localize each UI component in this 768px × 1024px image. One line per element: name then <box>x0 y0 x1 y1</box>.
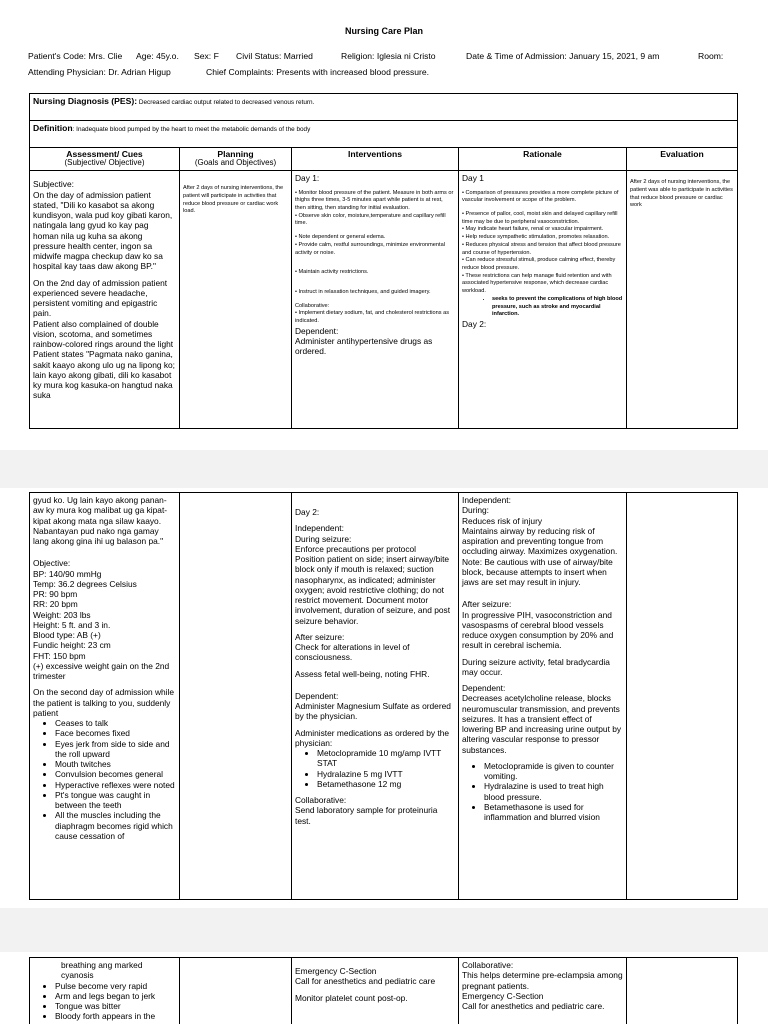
nursing-diagnosis <box>30 94 738 121</box>
page-3 <box>0 952 768 1024</box>
definition-label: Definition <box>33 123 73 133</box>
civil-status: Civil Status: Married <box>236 51 313 61</box>
care-plan-row <box>30 958 738 1024</box>
care-plan-table-continued <box>29 957 738 1024</box>
interventions-cell: Emergency C-Section Call for anesthetics and pediatric care Monitor platelet count post-op. <box>292 958 459 1024</box>
column-header-row <box>30 148 738 171</box>
evaluation-cell <box>627 958 738 1024</box>
care-plan-table <box>29 93 738 429</box>
care-plan-row <box>30 493 738 900</box>
chief-complaints: Chief Complaints: Presents with increased blood pressure. <box>206 67 430 77</box>
assessment-header: Assessment/ Cues (Subjective/ Objective) <box>30 148 180 171</box>
page-1 <box>0 0 768 450</box>
patient-code: Patient's Code: Mrs. Clie <box>28 51 123 61</box>
attending-physician: Attending Physician: Dr. Adrian Higup <box>28 67 171 77</box>
definition-text: : Inadequate blood pumped by the heart to meet the metabolic demands of the body <box>72 126 311 133</box>
patient-sex: Sex: F <box>194 51 219 61</box>
page-2 <box>0 488 768 908</box>
definition <box>30 121 738 148</box>
planning-cell <box>180 958 292 1024</box>
religion: Religion: Iglesia ni Cristo <box>341 51 436 61</box>
rationale-header: Rationale <box>459 148 627 171</box>
patient-age: Age: 45y.o. <box>136 51 179 61</box>
interventions-header: Interventions <box>292 148 459 171</box>
interventions-cell: Day 2: Independent: During seizure: Enforce precautions per protocol Position patient on side; insert airway/bite block only if mouth is relaxed; suction nasopharynx, as indicated; administer oxygen; avoid restrictive clothing; do not restrict movement. Document motor involvement, duration of seizure, and post seizure behavior. After seizure: Check for alterations in level of consciousness. Assess fetal well-being, noting FHR. Dependent: Administer Magnesium Sulfate as ordered by the physician. Administer medications as ordered by the physician: • Metoclopramide 10 mg/amp IVTT STAT • Hydralazine 5 mg IVTT • Betamethasone 12 mg Collaborative: Send laboratory sample for proteinuria test. <box>292 493 459 900</box>
rationale-cell: Independent: During: Reduces risk of injury Maintains airway by reducing risk of aspiration and preventing tongue from occluding airway. Maximizes oxygenation. Note: Be cautious with use of airway/bite block, because attempts to insert when jaws are set may result in injury. After seizure: In progressive PIH, vasoconstriction and vasospasms of cerebral blood vessels reduce oxygen consumption by 20% and result in cerebral ischemia. During seizure activity, fetal bradycardia may occur. Dependent: Decreases acetylcholine release, blocks neuromuscular transmission, and prevents seizures. It has a transient effect of lowering BP and increasing urine output by altering vascular response to pressor substances. • Metoclopramide is given to counter vomiting. • Hydralazine is used to treat high blood pressure. • Betamethasone is used for inflammation and blurred vision <box>459 493 627 900</box>
room-label: Room: <box>698 51 724 61</box>
care-plan-table-continued <box>29 492 738 900</box>
planning-cell: After 2 days of nursing interventions, the patient will participate in activities that reduce blood pressure or cardiac work load. <box>180 171 292 429</box>
diagnosis-text: Decreased cardiac output related to decreased venous return. <box>138 99 315 106</box>
rationale-cell: Day 1 • Comparison of pressures provides a more complete picture of vascular involvement or scope of the problem. • Presence of pallor, cool, moist skin and delayed capillary refill time may be due to peripheral vasoconstriction. • May indicate heart failure, renal or vascular impairment. • Help reduce sympathetic stimulation, promotes relaxation. • Reduces physical stress and tension that affect blood pressure and course of hypertension. • Can reduce stressful stimuli, produce calming effect, thereby reduce blood pressure. • These restrictions can help manage fluid retention and with associated hypertensive response, which decrease cardiac workload. • seeks to prevent the complications of high blood pressure, such as stroke and myocardial infarction. Day 2: <box>459 171 627 429</box>
assessment-cell: breathing ang marked cyanosis • Pulse become very rapid • Arm and legs began to jerk • Tongue was bitter • Bloody forth appears in the <box>30 958 180 1024</box>
document-title: Nursing Care Plan <box>344 26 424 36</box>
page-gap <box>0 450 768 488</box>
planning-cell <box>180 493 292 900</box>
assessment-cell: gyud ko. Ug lain kayo akong panan-aw ky mura kog malibat ug ga kipat-kipat akong mata nga silaw kaayo. Nabantayan pud nako nga gamay lang akong gina ihi ug balason pa." Objective: BP: 140/90 mmHg Temp: 36.2 degrees Celsius PR: 90 bpm RR: 20 bpm Weight: 203 lbs Height: 5 ft. and 3 in. Blood type: AB (+) Fundic height: 23 cm FHT: 150 bpm (+) excessive weight gain on the 2nd trimester On the second day of admission while the patient is talking to you, suddenly patient • Ceases to talk • Face becomes fixed • Eyes jerk from side to side and the roll upward • Mouth twitches • Convulsion becomes general • Hyperactive reflexes were noted • Pt's tongue was caught in between the teeth • All the muscles including the diaphragm becomes rigid which cause cessation of <box>30 493 180 900</box>
admission-date: Date & Time of Admission: January 15, 2021, 9 am <box>466 51 660 61</box>
interventions-cell: Day 1: • Monitor blood pressure of the patient. Measure in both arms or thighs three times, 3-5 minutes apart while patient is at rest, then sitting, then standing for initial evaluation. • Observe skin color, moisture,temperature and capillary refill time. • Note dependent or general edema. • Provide calm, restful surroundings, minimize environmental activity or noise. • Maintain activity restrictions. • Instruct in relaxation techniques, and guided imagery. Collaborative: • Implement dietary sodium, fat, and cholesterol restrictions as indicated. Dependent: Administer antihypertensive drugs as ordered. <box>292 171 459 429</box>
rationale-cell: Collaborative: This helps determine pre-eclampsia among pregnant patients. Emergency C-Section Call for anesthetics and pediatric care. <box>459 958 627 1024</box>
diagnosis-label: Nursing Diagnosis (PES): <box>33 96 138 106</box>
evaluation-header: Evaluation <box>627 148 738 171</box>
planning-header: Planning (Goals and Objectives) <box>180 148 292 171</box>
evaluation-cell <box>627 493 738 900</box>
care-plan-row <box>30 171 738 429</box>
assessment-cell: Subjective: On the day of admission patient stated, "Dili ko kasabot sa akong kundisyon, wala pud koy gibati karon, natingala lang gyud ko kay pag homan nila ug kuha sa akong pressure health center, ingon sa midwife magpa checkup daw ko sa hospital kay taas daw akong BP." On the 2nd day of admission patient experienced severe headache, persistent vomiting and epigastric pain. Patient also complained of double vision, scotoma, and sometimes rainbow-colored rings around the light Patient states "Pagmata nako ganina, sakit kaayo akong ulo ug na lipong ko; lain kayo akong gibati, dili ko kasabot ky mura kog kasuka-on hangtud naka suka <box>30 171 180 429</box>
page-gap <box>0 908 768 952</box>
evaluation-cell: After 2 days of nursing interventions, the patient was able to participate in activities that reduce blood pressure or cardiac work <box>627 171 738 429</box>
